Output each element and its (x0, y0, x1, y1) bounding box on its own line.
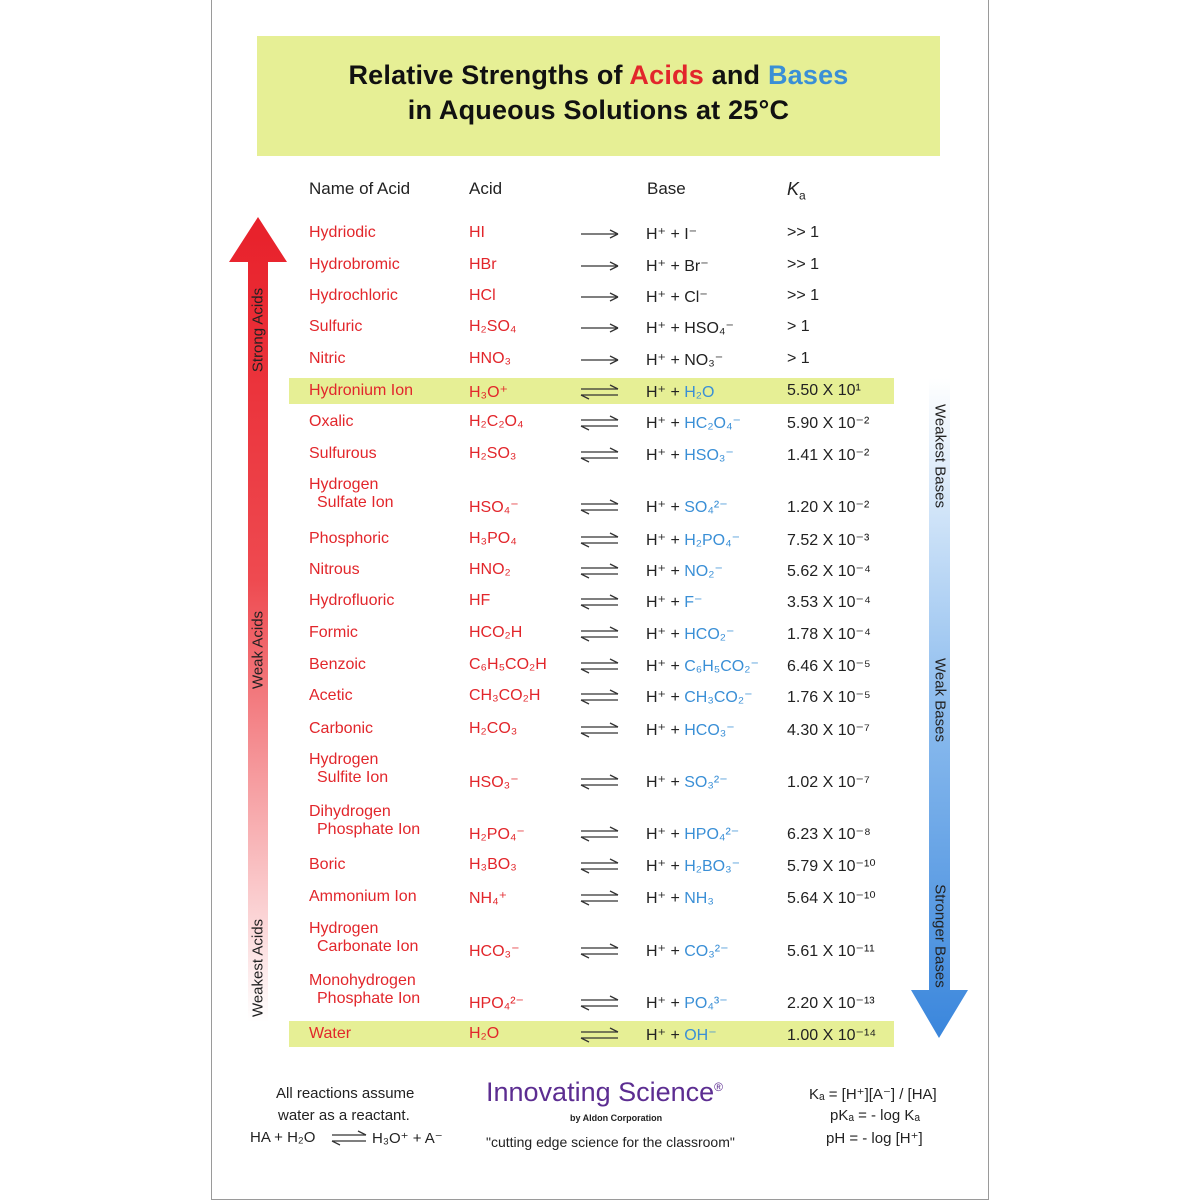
acid-formula: H₃BO₃ (469, 856, 517, 873)
acid-name (309, 476, 394, 512)
base-proton: H⁺ + (646, 890, 685, 907)
title-and: and (703, 60, 768, 90)
acid-name-line-2: Sulfite Ion (317, 769, 389, 786)
acid-name: Nitric (309, 350, 346, 367)
brand-name: Innovating Science (486, 1077, 715, 1107)
ka-value: 5.64 X 10⁻¹⁰ (787, 890, 876, 907)
base-products: H⁺ + HSO₄⁻ (646, 320, 734, 337)
header-ka-sub: a (799, 188, 806, 203)
base-products (646, 856, 740, 876)
table-row (0, 224, 1200, 244)
base-proton: H⁺ + (646, 626, 685, 643)
header-name: Name of Acid (309, 179, 411, 198)
acid-formula: HBr (469, 256, 497, 273)
acid-name-line-2: Sulfate Ion (317, 494, 394, 511)
table-row (0, 287, 1200, 307)
label-weak-acids: Weak Acids (249, 610, 267, 690)
formula-pka: pKₐ = - log Kₐ (830, 1107, 920, 1124)
conjugate-base: H₂BO₃⁻ (684, 858, 741, 875)
table-row (0, 751, 1200, 792)
table-row (0, 476, 1200, 517)
base-proton: H⁺ + (646, 858, 685, 875)
conjugate-base: HSO₃⁻ (684, 447, 734, 464)
base-proton: H⁺ + (646, 658, 685, 675)
table-row (0, 413, 1200, 433)
acid-name-line-1: Hydrogen (309, 751, 379, 768)
ka-value: >> 1 (787, 287, 820, 304)
base-products (646, 888, 714, 908)
acid-formula: HCl (469, 287, 496, 304)
base-products (646, 497, 728, 517)
acid-formula: H₂C₂O₄ (469, 413, 524, 430)
conjugate-base: CH₃CO₂⁻ (684, 689, 753, 706)
ka-value: 7.52 X 10⁻³ (787, 532, 870, 549)
ka-value: 5.50 X 10¹ (787, 382, 861, 399)
acid-formula: HSO₄⁻ (469, 499, 519, 516)
conjugate-base: SO₃²⁻ (684, 774, 728, 791)
label-stronger-bases: Stronger Bases (931, 884, 949, 988)
base-products: H⁺ + Cl⁻ (646, 289, 708, 306)
header-ka-k: K (787, 179, 800, 199)
label-weak-bases: Weak Bases (931, 658, 949, 742)
table-row (0, 687, 1200, 707)
acid-name: Hydrochloric (309, 287, 398, 304)
label-weakest-acids: Weakest Acids (249, 918, 267, 1018)
ka-value: 6.46 X 10⁻⁵ (787, 658, 871, 675)
acid-formula: CH₃CO₂H (469, 687, 541, 704)
acid-name-line-2: Phosphate Ion (317, 990, 421, 1007)
footer-note-3-right: H₃O⁺ + A⁻ (372, 1130, 443, 1147)
label-weakest-bases: Weakest Bases (931, 404, 949, 508)
acid-formula: H₃PO₄ (469, 530, 517, 547)
base-products (646, 656, 759, 676)
ka-value: > 1 (787, 350, 810, 367)
base-products (646, 413, 741, 433)
acid-formula: H₂O (469, 1025, 500, 1042)
base-proton: H⁺ + (646, 995, 685, 1012)
title-line-2: in Aqueous Solutions at 25°C (407, 95, 790, 125)
brand-mark: ® (714, 1080, 723, 1094)
base-products (646, 561, 723, 581)
acid-name: Sulfurous (309, 445, 377, 462)
base-proton: H⁺ + (646, 594, 685, 611)
acid-name: Acetic (309, 687, 353, 704)
base-products (646, 824, 739, 844)
base-products: H⁺ + Br⁻ (646, 258, 709, 275)
table-row (0, 803, 1200, 844)
table-row (0, 656, 1200, 676)
table-row (0, 856, 1200, 876)
acid-name: Boric (309, 856, 346, 873)
conjugate-base: F⁻ (684, 594, 703, 611)
acid-name-line-1: Hydrogen (309, 920, 379, 937)
base-proton: H⁺ + (646, 943, 685, 960)
acid-formula: HSO₃⁻ (469, 774, 519, 791)
conjugate-base: OH⁻ (684, 1027, 717, 1044)
acid-name (309, 972, 420, 1008)
brand-tagline: "cutting edge science for the classroom" (486, 1134, 735, 1150)
conjugate-base: HCO₃⁻ (684, 722, 735, 739)
base-products (646, 624, 734, 644)
acid-formula: H₂PO₄⁻ (469, 826, 525, 843)
base-products (646, 382, 714, 402)
base-proton: H⁺ + (646, 563, 685, 580)
base-products (646, 530, 740, 550)
table-row (0, 888, 1200, 908)
base-products (646, 687, 753, 707)
acid-name: Hydriodic (309, 224, 376, 241)
acid-name: Phosphoric (309, 530, 390, 547)
conjugate-base: HCO₂⁻ (684, 626, 735, 643)
title-text: Relative Strengths of (348, 60, 630, 90)
conjugate-base: HPO₄²⁻ (684, 826, 740, 843)
base-products (646, 772, 728, 792)
acid-formula: C₆H₅CO₂H (469, 656, 547, 673)
ka-value: 1.20 X 10⁻² (787, 499, 870, 516)
table-row (0, 445, 1200, 465)
base-proton: H⁺ + (646, 826, 685, 843)
ka-value: 5.90 X 10⁻² (787, 415, 870, 432)
acid-name: Water (309, 1025, 352, 1042)
footer-note-3-left: HA + H₂O (250, 1129, 316, 1146)
acid-name-line-2: Phosphate Ion (317, 821, 421, 838)
acid-formula: HNO₃ (469, 350, 512, 367)
table-row (0, 1025, 1200, 1045)
base-products (646, 941, 729, 961)
acid-name-line-1: Hydrogen (309, 476, 379, 493)
conjugate-base: SO₄²⁻ (684, 499, 728, 516)
footer-equilibrium-arrow (332, 1131, 366, 1145)
acid-name: Sulfuric (309, 318, 363, 335)
table-row (0, 318, 1200, 338)
base-proton: H⁺ + (646, 447, 685, 464)
brand-byline: by Aldon Corporation (570, 1113, 663, 1123)
acid-name: Nitrous (309, 561, 360, 578)
base-proton: H⁺ + (646, 415, 685, 432)
base-proton: H⁺ + (646, 774, 685, 791)
ka-value: 1.78 X 10⁻⁴ (787, 626, 871, 643)
ka-value: 4.30 X 10⁻⁷ (787, 722, 870, 739)
acid-formula: H₃O⁺ (469, 384, 508, 401)
table-row (0, 350, 1200, 370)
acid-formula: H₂SO₃ (469, 445, 517, 462)
base-products (646, 592, 702, 612)
table-row (0, 382, 1200, 402)
acid-name: Benzoic (309, 656, 366, 673)
base-products (646, 993, 728, 1013)
conjugate-base: NO₂⁻ (684, 563, 723, 580)
table-row (0, 624, 1200, 644)
conjugate-base: H₂O (684, 384, 715, 401)
conjugate-base: PO₄³⁻ (684, 995, 728, 1012)
acid-name: Hydrobromic (309, 256, 400, 273)
acid-formula: H₂SO₄ (469, 318, 517, 335)
acid-name (309, 920, 418, 956)
conjugate-base: H₂PO₄⁻ (684, 532, 741, 549)
base-products (646, 1025, 717, 1045)
brand-logo (486, 1077, 723, 1108)
table-row (0, 972, 1200, 1013)
conjugate-base: CO₃²⁻ (684, 943, 729, 960)
header-base: Base (647, 179, 686, 198)
base-products (646, 720, 735, 740)
ka-value: 1.76 X 10⁻⁵ (787, 689, 871, 706)
acid-formula: HNO₂ (469, 561, 511, 578)
ka-value: 3.53 X 10⁻⁴ (787, 594, 871, 611)
acid-formula: HPO₄²⁻ (469, 995, 524, 1012)
header-acid: Acid (469, 179, 503, 198)
base-proton: H⁺ + (646, 722, 685, 739)
acid-formula: NH₄⁺ (469, 890, 508, 907)
acid-name: Hydronium Ion (309, 382, 414, 399)
title-bases: Bases (767, 60, 849, 90)
base-products: H⁺ + I⁻ (646, 226, 698, 243)
conjugate-base: C₆H₅CO₂⁻ (684, 658, 759, 675)
acid-formula: HF (469, 592, 491, 609)
ka-value: 1.41 X 10⁻² (787, 447, 870, 464)
acid-name: Oxalic (309, 413, 354, 430)
acid-name (309, 751, 388, 787)
table-row (0, 561, 1200, 581)
ka-value: 5.62 X 10⁻⁴ (787, 563, 871, 580)
base-proton: H⁺ + (646, 1027, 685, 1044)
base-proton: H⁺ + (646, 499, 685, 516)
conjugate-base: NH₃ (684, 890, 714, 907)
base-products (646, 445, 734, 465)
acid-name: Hydrofluoric (309, 592, 395, 609)
base-proton: H⁺ + (646, 689, 685, 706)
table-row (0, 720, 1200, 740)
table-row (0, 256, 1200, 276)
base-proton: H⁺ + (646, 532, 685, 549)
ka-value: 5.79 X 10⁻¹⁰ (787, 858, 876, 875)
ka-value: 1.02 X 10⁻⁷ (787, 774, 870, 791)
acid-name-line-1: Dihydrogen (309, 803, 391, 820)
formula-ka: Kₐ = [H⁺][A⁻] / [HA] (809, 1086, 937, 1103)
acid-name: Ammonium Ion (309, 888, 417, 905)
acid-name: Carbonic (309, 720, 374, 737)
ka-value: >> 1 (787, 224, 820, 241)
label-strong-acids: Strong Acids (249, 287, 267, 373)
acid-name: Formic (309, 624, 358, 641)
ka-value: 5.61 X 10⁻¹¹ (787, 943, 875, 960)
ka-value: > 1 (787, 318, 810, 335)
ka-value: 6.23 X 10⁻⁸ (787, 826, 871, 843)
acid-formula: H₂CO₃ (469, 720, 518, 737)
footer-note-2: water as a reactant. (278, 1107, 410, 1124)
footer-note-1: All reactions assume (276, 1085, 415, 1102)
formula-ph: pH = - log [H⁺] (826, 1130, 923, 1147)
conjugate-base: HC₂O₄⁻ (684, 415, 741, 432)
title-acids: Acids (629, 60, 704, 90)
acid-formula: HCO₃⁻ (469, 943, 520, 960)
ka-value: 2.20 X 10⁻¹³ (787, 995, 875, 1012)
acid-name (309, 803, 420, 839)
table-row (0, 592, 1200, 612)
base-products: H⁺ + NO₃⁻ (646, 352, 724, 369)
ka-value: 1.00 X 10⁻¹⁴ (787, 1027, 877, 1044)
acid-name-line-1: Monohydrogen (309, 972, 416, 989)
table-row (0, 530, 1200, 550)
acid-formula: HCO₂H (469, 624, 523, 641)
base-proton: H⁺ + (646, 384, 685, 401)
acid-formula: HI (469, 224, 485, 241)
ka-value: >> 1 (787, 256, 820, 273)
acid-name-line-2: Carbonate Ion (317, 938, 419, 955)
table-row (0, 920, 1200, 961)
